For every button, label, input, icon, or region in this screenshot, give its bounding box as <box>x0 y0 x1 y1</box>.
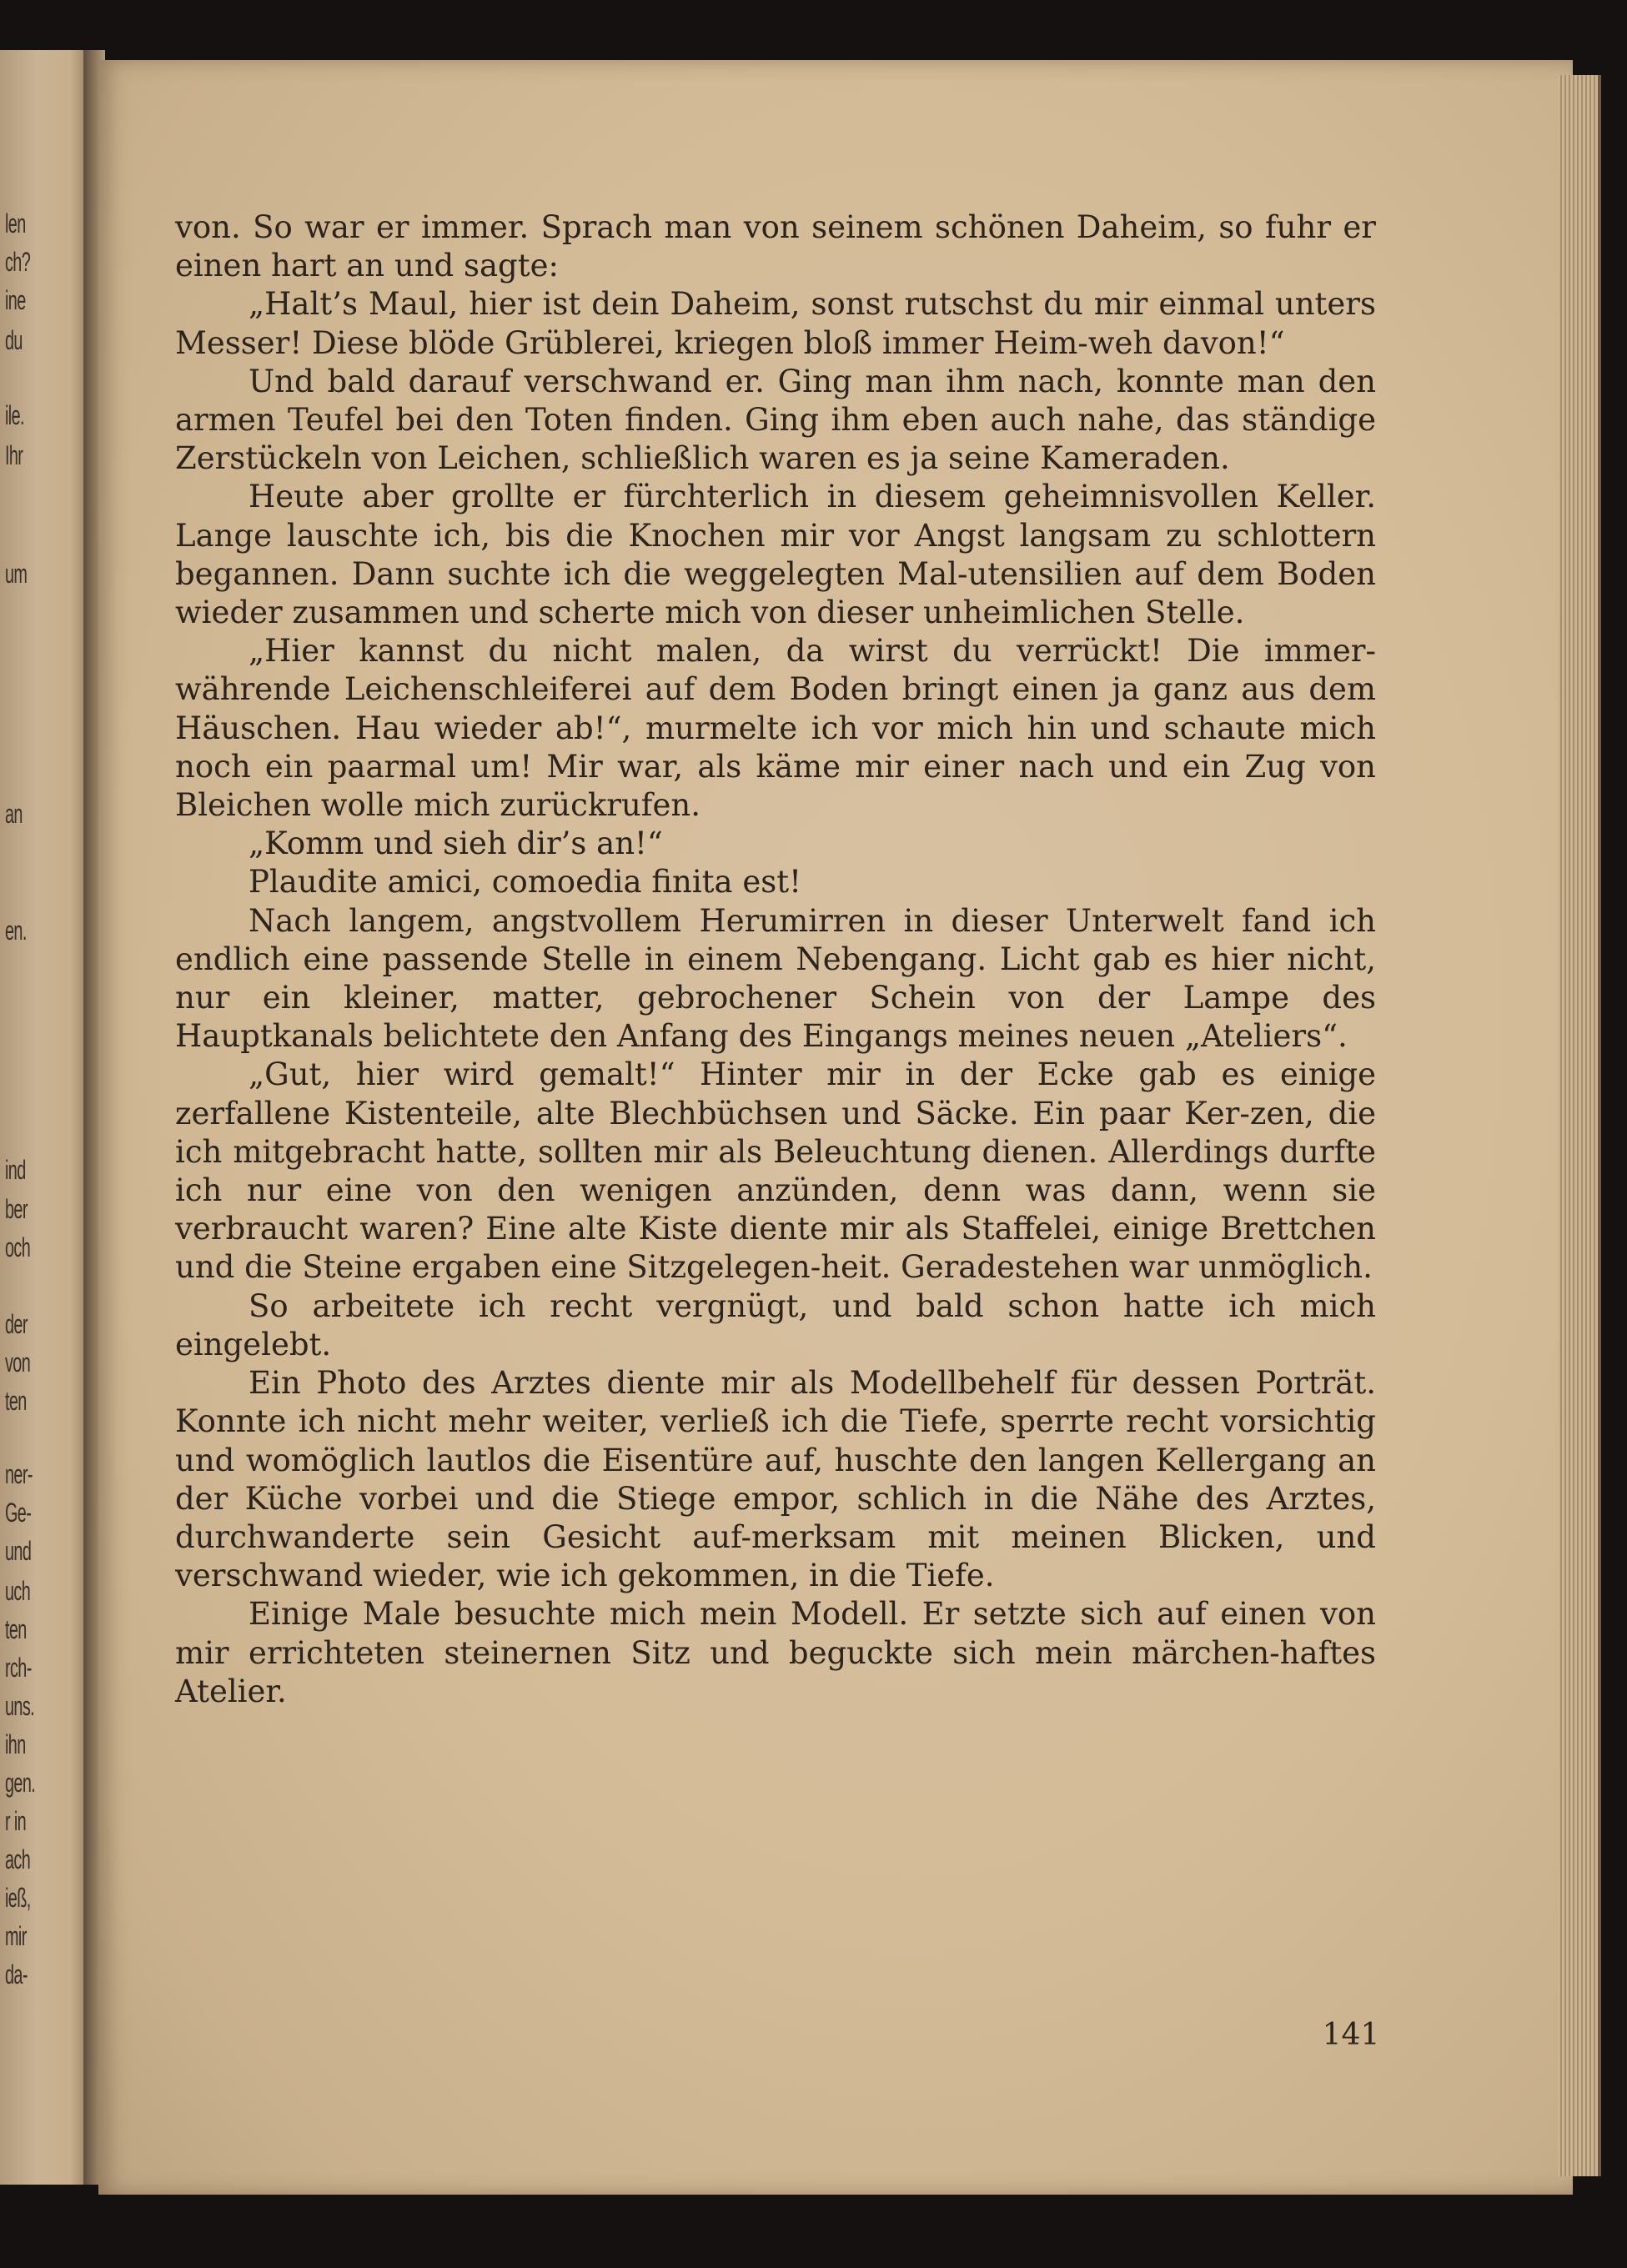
left-fragment: da- <box>5 1959 28 1990</box>
left-fragment: ner- <box>5 1459 33 1489</box>
left-fragment: ile. <box>5 400 24 430</box>
paragraph: Plaudite amici, comoedia finita est! <box>249 864 801 901</box>
left-fragment: rch- <box>5 1653 32 1683</box>
left-fragment: an <box>5 799 23 829</box>
paragraph: „Komm und sieh dir’s an!“ <box>249 825 663 862</box>
paragraph: von. So war er immer. Sprach man von seinem schönen Daheim, so fuhr er einen hart an und sagte: <box>175 209 1376 284</box>
left-fragment: en. <box>5 916 27 946</box>
left-fragment: um <box>5 559 28 589</box>
page-number: 141 <box>1322 2018 1380 2052</box>
left-fragment: und <box>5 1536 32 1566</box>
paragraph: „Halt’s Maul, hier ist dein Daheim, sonst rutschst du mir einmal unters Messer! Diese blöde Grüblerei, kriegen bloß immer Heim-weh davon!“ <box>175 286 1376 361</box>
left-fragment: von <box>5 1347 31 1377</box>
left-fragment: ber <box>5 1194 28 1224</box>
paragraph: Nach langem, angstvollem Herumirren in dieser Unterwelt fand ich endlich eine passende Stelle in einem Nebengang. Licht gab es hier nicht, nur ein kleiner, matter, gebrochener Schein von der Lampe des Hauptkanals belichtete den Anfang des Eingangs meines neuen „Ateliers“. <box>175 902 1376 1055</box>
left-fragment: du <box>5 325 23 355</box>
paragraph: Heute aber grollte er fürchterlich in diesem geheimnisvollen Keller. Lange lauschte ich, bis die Knochen mir vor Angst langsam zu schlottern begannen. Dann suchte ich die weggelegten Mal-utensilien auf dem Boden wieder zusammen und scherte mich von dieser unheimlichen Stelle. <box>175 479 1376 631</box>
paragraph: „Gut, hier wird gemalt!“ Hinter mir in der Ecke gab es einige zerfallene Kistenteile, alte Blechbüchsen und Säcke. Ein paar Ker-zen, die ich mitgebracht hatte, sollten mir als Beleuchtung dienen. Allerdings durfte ich nur eine von den wenigen anzünden, denn was dann, wenn sie verbraucht waren? Eine alte Kiste diente mir als Staffelei, einige Brettchen und die Steine ergaben eine Sitzgelegen-heit. Geradestehen war unmöglich. <box>175 1056 1376 1286</box>
left-fragment: ieß, <box>5 1883 31 1913</box>
left-fragment: Ihr <box>5 440 23 470</box>
left-fragment: ten <box>5 1386 27 1416</box>
left-fragment: och <box>5 1232 31 1262</box>
page-body-text <box>175 208 1376 1711</box>
paragraph: Und bald darauf verschwand er. Ging man ihm nach, konnte man den armen Teufel bei den Toten finden. Ging ihm eben auch nahe, das ständige Zerstückeln von Leichen, schließlich waren es ja seine Kameraden. <box>175 363 1376 477</box>
paragraph: So arbeitete ich recht vergnügt, und bald schon hatte ich mich eingelebt. <box>175 1287 1376 1362</box>
left-fragment: ach <box>5 1844 31 1874</box>
left-page-edge <box>0 50 93 2185</box>
left-page-text-fragments <box>0 50 83 2185</box>
left-fragment: uch <box>5 1576 31 1606</box>
left-fragment: ten <box>5 1614 27 1644</box>
left-fragment: r in <box>5 1806 27 1836</box>
left-fragment: ch? <box>5 247 31 277</box>
paragraph: Einige Male besuchte mich mein Modell. Er setzte sich auf einen von mir errichteten steinernen Sitz und beguckte sich mein märchen-haftes Atelier. <box>175 1596 1376 1709</box>
left-fragment: uns. <box>5 1691 35 1721</box>
left-fragment: gen. <box>5 1768 36 1798</box>
left-fragment: ind <box>5 1155 26 1185</box>
left-fragment: len <box>5 208 26 238</box>
paragraph: „Hier kannst du nicht malen, da wirst du verrückt! Die immer-währende Leichenschleiferei auf dem Boden bringt einen ja ganz aus dem Häuschen. Hau wieder ab!“, murmelte ich vor mich hin und schaute mich noch ein paarmal um! Mir war, als käme mir einer nach und ein Zug von Bleichen wolle mich zurückrufen. <box>175 633 1376 824</box>
left-fragment: ine <box>5 285 26 315</box>
left-fragment: mir <box>5 1921 27 1951</box>
left-fragment: ihn <box>5 1729 26 1759</box>
paragraph: Ein Photo des Arztes diente mir als Modellbehelf für dessen Porträt. Konnte ich nicht mehr weiter, verließ ich die Tiefe, sperrte recht vorsichtig und womöglich lautlos die Eisentüre auf, huschte den langen Kellergang an der Küche vorbei und die Stiege empor, schlich in die Nähe des Arztes, durchwanderte sein Gesicht auf-merksam mit meinen Blicken, und verschwand wieder, wie ich gekommen, in die Tiefe. <box>175 1365 1376 1594</box>
page-stack-edge <box>1558 75 1601 2176</box>
left-fragment: Ge- <box>5 1498 32 1528</box>
left-fragment: der <box>5 1309 28 1339</box>
